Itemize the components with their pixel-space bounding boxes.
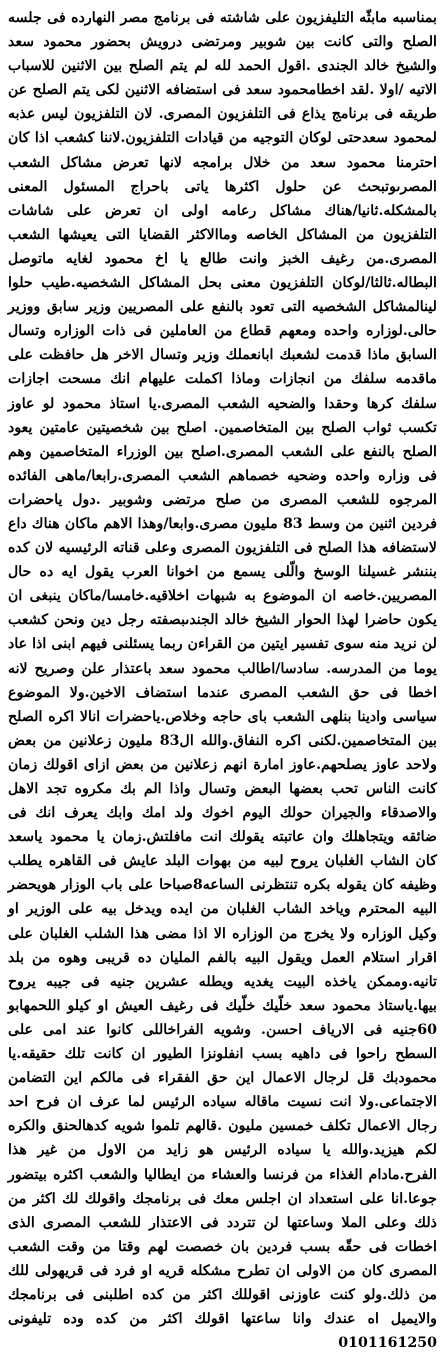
article-body: بمناسبه مابثّه التليفزيون على شاشته فى برنامج مصر النهارده فى جلسه الصلح والتى كانت بين شوبير ومرتضى درويش بحضور محمود سعد والشيخ خالد الجندى .اقول الحمد لله لم يتم الصلح بين الاثنين للاسباب الاتيه /اولا .لقد اخطامحمود سعد فى استضافه الاثنين لكى يتم الصلح عن طريقه فى برنامج يذاع فى التلفزيون المصرى. لان التلفزيون ليس عذبه لمحمود سعدحتى لوكان التوجيه من قيادات التلفزيون.لاننا كشعب اذا كان احترمنا محمود سعد من خلال برامجه لانها تعرض مشاكل الشعب المصرىوتبحث عن حلول اكثرها ياتى باحراج المسئول المعنى بالمشكله.ثانيا/هناك مشاكل رعامه اولى ان تعرض على شاشات التلفزيون من المشاكل الخاصه وماالاكثر القضايا التى يعيشها الشعب المصرى.من رغيف الخبز وانت طالع يا اخ محمود لغايه ماتوصل البطاله.ثالثا/لوكان التلفزيون معنى بحل المشاكل الشخصيه.طيب حلوا لينالمشاكل الشخصيه التى تعود بالنفع على المصريين وزير سابق ووزير حالى.لوزاره واحده ومعهم قطاع من العاملين فى ذات الوزاره وتسال السابق ماذا قدمت لشعبك ابانعملك وزير وتسال الاخر هل حافظت على ماقدمه سلفك من انجازات وماذا اكملت عليهام انك مسحت اجازات سلفك كرها وحقدا والضحيه الشعب المصرى.يا استاذ محمود لو عاوز تكسب ثواب الصلح بين المتخاصمين. اصلح بين شخصيتين عامتين يعود الصلح بالنفع على الشعب المصرى.اصلح بين الوزراء المتخاصمين وهم فى وزاره واحده وضحيه خصماهم الشعب المصرى.رابعا/ماهى الفائده المرجوه للشعب المصرى من صلح مرتضى وشوبير .دول ياحضرات فردين اثنين من وسط 83 مليون مصرى.وابعا/وهذا الاهم ماكان هناك داع لاستضافه هذا الصلح فى التلفزيون المصرى وعلى قناته الرئيسيه لان كده بننشر غسيلنا الوسخ والّلى يسمع من اخوانا العرب يقول ايه ده حال المصريين.خاصه ان الموضوع به شبهات اخلاقيه.خامسا/ماكان ينبغى ان يكون حاضرا لهذا الحوار الشيخ خالد الجندىبصفته رجل دين ونحن كشعب لن نريد منه سوى تفسير ايتين من القراءن ربما يسئلنى فيهم ابنى اذا عاد يوما من المدرسه. سادسا/اطالب محمود سعد باعتذار علن وصريح لانه اخطا فى حق الشعب المصرى عندما استضاف الاخين.ولا الموضوع سياسى وادينا بنلهى الشعب باى حاجه وخلاص.ياحضرات انالا اكره الصلح بين المتخاصمين.لكنى اكره النفاق.والله ال83 مليون زعلانين من بعض ولاحد عاوز يصلحهم.عاوز امارة انهم زعلانين من بعض ازاى اقولك زمان كانت الناس تحب بعضها البعض وتسال واذا الم بك مكروه تجد الاهل والاصدقاء والجيران حولك اليوم اخوك ولد امك وابك يعرف انك فى ضائقه ويتجاهلك وان عاتبته يقولك انت مافلتش.زمان يا محمود ياسعد كان الشاب الغلبان يروح لبيه من بهوات البلد عايش فى القاهره يطلب وظيفه كان يقوله بكره تنتظرنى الساعه8صباحا على باب الوزار هويحضر البيه المحترم وياخد الشاب الغلبان من ايده ويدخل بيه على الوزير او وكيل الوزاره ولا يخرج من الوزاره الا اذا مضى هذا الشلب الغلبان على اقرار استلام العمل ويقول البيه بالفم المليان ده قريبى وهوه من بلد تانيه.وممكن ياخذه البيت يغديه ويطله عشرين جنيه فى جيبه يروح بيها.ياستاذ محمود سعد خلّيك خلّيك فى رغيف العيش او كيلو اللحمهابو 60جنيه فى الارياف احسن. وشويه الفراخاللى كانوا عند امى على السطح راحوا فى داهيه بسب انفلونزا الطيور ان كانت تلك حقيقه.يا محمودبك قل لرجال الاعمال اين حق الفقراء فى مالكم اين التضامن الاجتماعى.ولا انت نسيت ماقاله سياده الرئيس لما عرف ان فرح احد رجال الاعمال تكلف خمسين مليون .قالهم تلموا شويه كدهالحنق والكره لكم هيزيد.والله يا سياده الرئيس هو زايد من الاول من غير هذا الفرح.مادام الغذاء من فرنسا والعشاء من ايطاليا والشعب اكثره بيتضور جوعا.انا على استعداد ان اجلس معك فى برنامجك واقولك لك اكثر من ذلك وعلى الملا وساعتها لن تتردد فى الاعتذار للشعب المصرى الذى اخطات فى حقّه بسب فردين بان خصصت لهم وقتا من وقت الشعب المصرى كان من الاولى ان تطرح مشكله قريه او فرد فى قريهولى للك من ذلك.ولو كنت عاوزنى اقوللك اكثر من كده اطلبنى فى برنامجك والايميل اه عندك وانا ساعتها اقولك اكثر من كده وده تليفونى <box>8 10 438 1328</box>
phone-number: 0101161250 <box>338 1335 437 1352</box>
article-text <box>8 6 437 1355</box>
